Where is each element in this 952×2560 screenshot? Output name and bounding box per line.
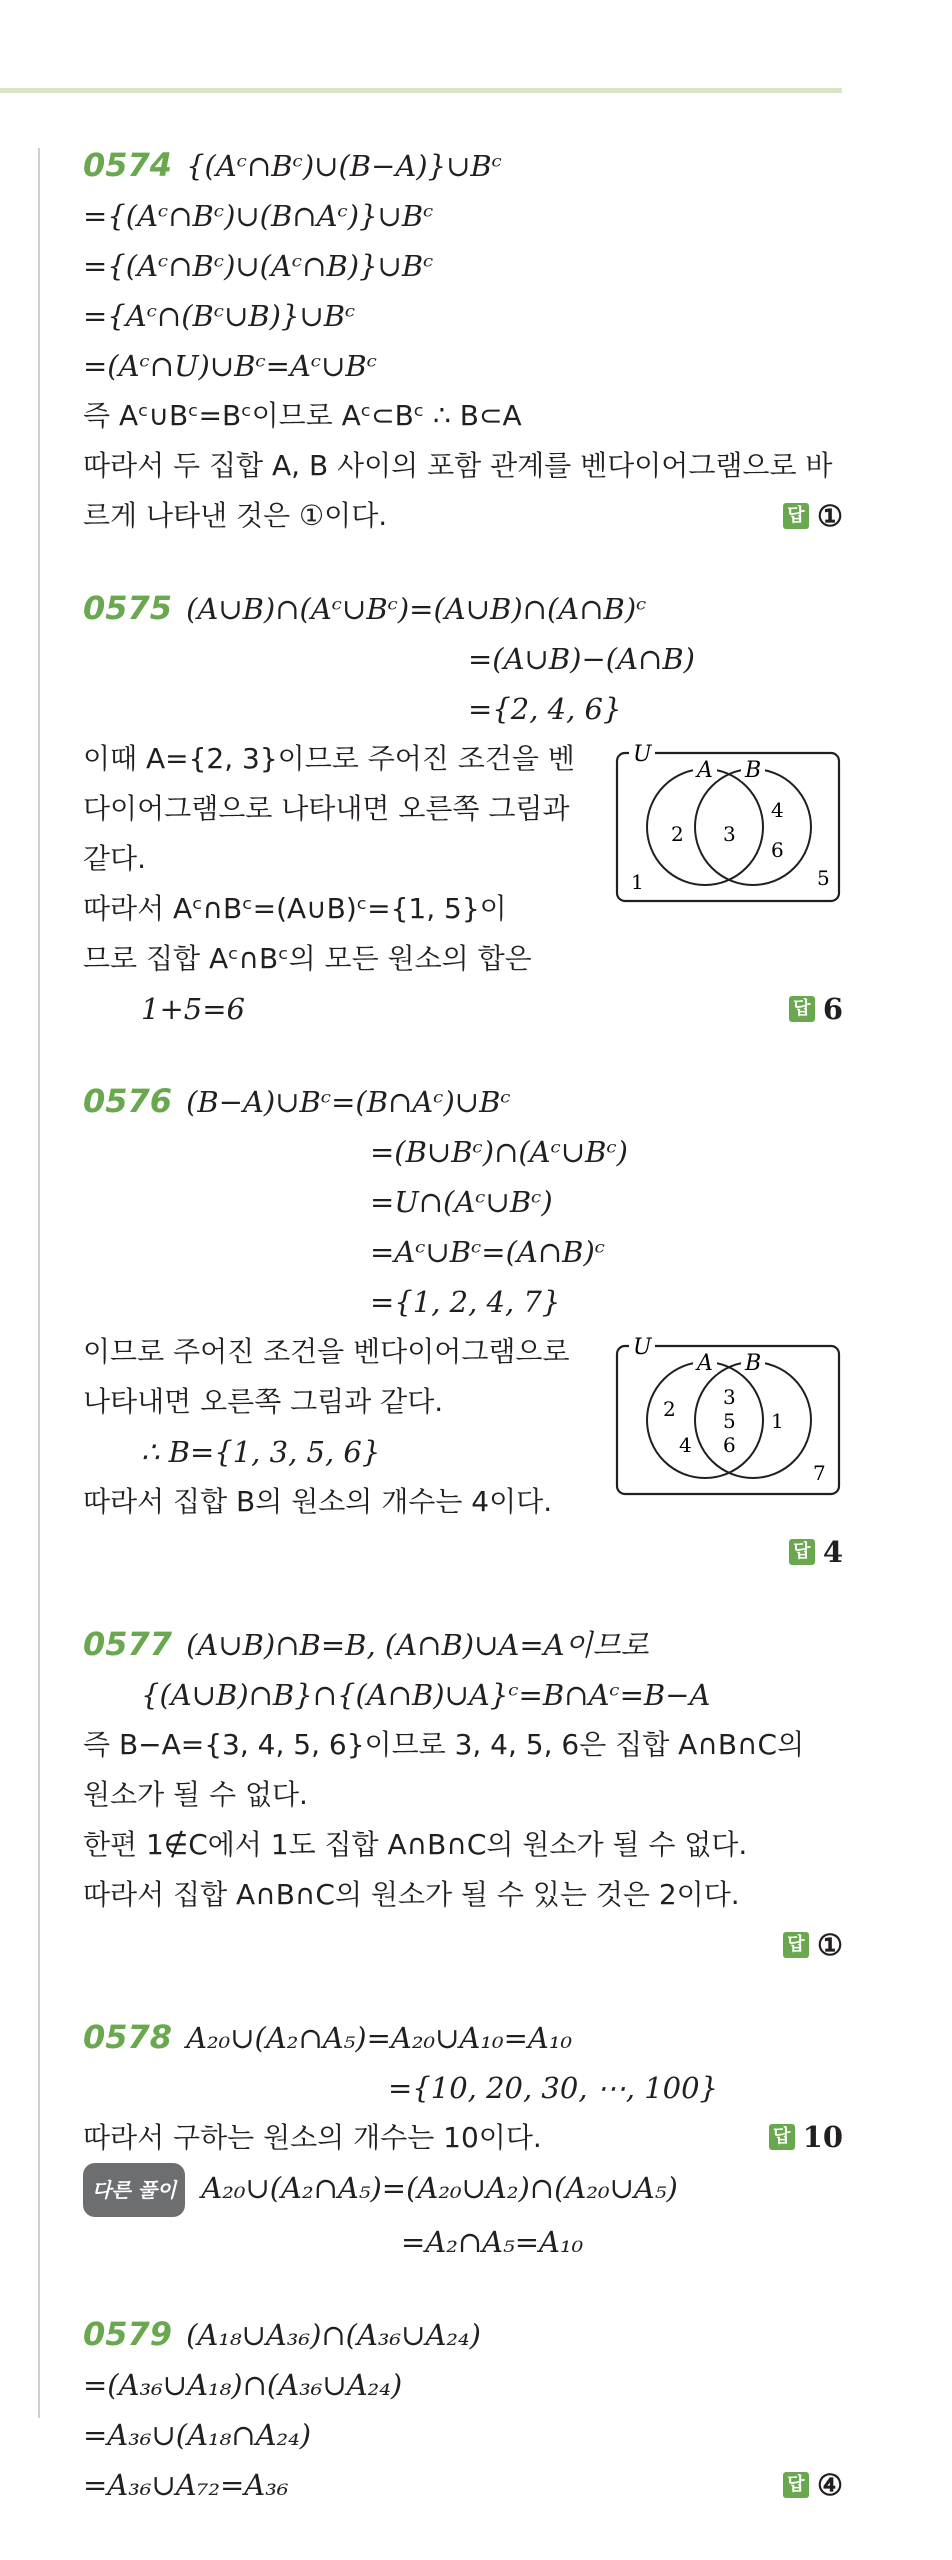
solution-content — [83, 140, 843, 2552]
math-line: =U∩(Aᶜ∪Bᶜ) — [370, 1185, 553, 1219]
math-line: =A₂∩A₅=A₁₀ — [401, 2225, 584, 2259]
set-a-circle — [647, 769, 763, 885]
venn-element: 5 — [723, 1409, 736, 1433]
problem-number: 0575 — [83, 589, 173, 627]
venn-element: 2 — [663, 1397, 676, 1421]
problem-0574 — [83, 140, 843, 541]
venn-element: 3 — [723, 822, 736, 846]
text-line: 따라서 Aᶜ∩Bᶜ=(A∪B)ᶜ={1, 5}이 — [83, 892, 507, 925]
problem-0577 — [83, 1619, 843, 1970]
venn-element: 6 — [771, 838, 784, 862]
answer-label: 답 — [789, 996, 815, 1022]
answer-value: ④ — [817, 2468, 843, 2502]
venn-element: 3 — [723, 1385, 736, 1409]
venn-diagram-0575 — [613, 741, 843, 906]
math-line: 1+5=6 — [141, 992, 245, 1026]
answer-badge-0574 — [783, 499, 843, 533]
problem-number: 0577 — [83, 1625, 173, 1663]
math-line: ={1, 2, 4, 7} — [370, 1285, 561, 1319]
set-b-label: B — [745, 1351, 762, 1376]
alt-solution-badge: 다른 풀이 — [83, 2163, 185, 2217]
top-divider — [0, 88, 842, 93]
venn-element: 6 — [723, 1433, 736, 1457]
problem-number: 0579 — [83, 2315, 173, 2353]
universal-set-label: U — [633, 1335, 652, 1360]
math-line: ∴ B={1, 3, 5, 6} — [141, 1435, 381, 1469]
text-line: 한편 1∉C에서 1도 집합 A∩B∩C의 원소가 될 수 없다. — [83, 1828, 748, 1861]
text-line: 즉 B−A={3, 4, 5, 6}이므로 3, 4, 5, 6은 집합 A∩B∩C의 — [83, 1728, 805, 1761]
venn-element: 7 — [813, 1461, 826, 1485]
set-b-label: B — [745, 758, 762, 783]
answer-label: 답 — [783, 1932, 809, 1958]
math-line: =(A₃₆∪A₁₈)∩(A₃₆∪A₂₄) — [83, 2368, 403, 2402]
math-line: =Aᶜ∪Bᶜ=(A∩B)ᶜ — [370, 1235, 606, 1269]
answer-value: 6 — [822, 992, 843, 1026]
universal-set-label: U — [633, 742, 652, 767]
math-line: ={(Aᶜ∩Bᶜ)∪(Aᶜ∩B)}∪Bᶜ — [83, 249, 434, 283]
text-line: 같다. — [83, 842, 146, 875]
math-line: =A₃₆∪(A₁₈∩A₂₄) — [83, 2418, 312, 2452]
math-line: ={10, 20, 30, ⋯, 100} — [388, 2071, 719, 2105]
problem-0576 — [83, 1076, 843, 1577]
problem-number: 0576 — [83, 1082, 173, 1120]
venn-element: 4 — [771, 798, 784, 822]
problem-0575 — [83, 583, 843, 1034]
answer-value: 10 — [802, 2120, 843, 2154]
answer-badge-0579 — [783, 2468, 843, 2502]
text-line: 르게 나타낸 것은 ①이다. — [83, 499, 388, 532]
math-line: (A∪B)∩B=B, (A∩B)∪A=A이므로 — [186, 1628, 649, 1662]
math-line: ={2, 4, 6} — [468, 692, 622, 726]
text-line: 원소가 될 수 없다. — [83, 1778, 308, 1811]
set-a-label: A — [697, 1351, 713, 1376]
text-line: 따라서 집합 A∩B∩C의 원소가 될 수 있는 것은 2이다. — [83, 1878, 740, 1911]
text-line: 즉 Aᶜ∪Bᶜ=Bᶜ이므로 Aᶜ⊂Bᶜ ∴ B⊂A — [83, 399, 522, 432]
math-line: A₂₀∪(A₂∩A₅)=A₂₀∪A₁₀=A₁₀ — [186, 2021, 573, 2055]
math-line: =(B∪Bᶜ)∩(Aᶜ∪Bᶜ) — [370, 1135, 628, 1169]
text-line: 따라서 두 집합 A, B 사이의 포함 관계를 벤다이어그램으로 바 — [83, 449, 833, 482]
answer-badge-0577 — [783, 1928, 843, 1962]
math-line: =(A∪B)−(A∩B) — [468, 642, 695, 676]
math-line: (A∪B)∩(Aᶜ∪Bᶜ)=(A∪B)∩(A∩B)ᶜ — [186, 592, 647, 626]
problem-number: 0574 — [83, 146, 173, 184]
venn-element: 4 — [679, 1433, 692, 1457]
answer-label: 답 — [783, 2472, 809, 2498]
answer-label: 답 — [783, 503, 809, 529]
text-line: 이때 A={2, 3}이므로 주어진 조건을 벤 — [83, 742, 575, 775]
text-line: 따라서 집합 B의 원소의 개수는 4이다. — [83, 1485, 553, 1518]
problem-number: 0578 — [83, 2018, 173, 2056]
math-line: (B−A)∪Bᶜ=(B∩Aᶜ)∪Bᶜ — [186, 1085, 511, 1119]
answer-value: 4 — [822, 1535, 843, 1569]
text-line: 다이어그램으로 나타내면 오른쪽 그림과 — [83, 792, 570, 825]
venn-element: 2 — [671, 822, 684, 846]
venn-element: 1 — [631, 870, 644, 894]
left-margin-rule — [38, 148, 40, 2418]
answer-value: ① — [817, 499, 843, 533]
math-line: ={(Aᶜ∩Bᶜ)∪(B∩Aᶜ)}∪Bᶜ — [83, 199, 434, 233]
answer-label: 답 — [769, 2124, 795, 2150]
text-line: 이므로 주어진 조건을 벤다이어그램으로 — [83, 1335, 570, 1368]
answer-badge-0576 — [789, 1535, 843, 1569]
venn-diagram-0576 — [613, 1334, 843, 1499]
venn-element: 5 — [817, 866, 830, 890]
answer-label: 답 — [789, 1539, 815, 1565]
problem-0579 — [83, 2309, 843, 2510]
math-line: ={Aᶜ∩(Bᶜ∪B)}∪Bᶜ — [83, 299, 356, 333]
text-line: 따라서 구하는 원소의 개수는 10이다. — [83, 2121, 542, 2154]
math-line: =(Aᶜ∩U)∪Bᶜ=Aᶜ∪Bᶜ — [83, 349, 377, 383]
math-line: A₂₀∪(A₂∩A₅)=(A₂₀∪A₂)∩(A₂₀∪A₅) — [201, 2171, 678, 2205]
text-line: 므로 집합 Aᶜ∩Bᶜ의 모든 원소의 합은 — [83, 942, 532, 975]
set-a-label: A — [697, 758, 713, 783]
answer-badge-0578 — [769, 2120, 843, 2154]
set-b-circle — [695, 1362, 811, 1478]
math-line: =A₃₆∪A₇₂=A₃₆ — [83, 2468, 289, 2502]
set-b-circle — [695, 769, 811, 885]
text-line: 나타내면 오른쪽 그림과 같다. — [83, 1385, 444, 1418]
problem-0578 — [83, 2012, 843, 2267]
answer-value: ① — [817, 1928, 843, 1962]
math-line: {(A∪B)∩B}∩{(A∩B)∪A}ᶜ=B∩Aᶜ=B−A — [141, 1678, 711, 1712]
answer-badge-0575 — [789, 992, 843, 1026]
venn-element: 1 — [771, 1409, 784, 1433]
math-line: (A₁₈∪A₃₆)∩(A₃₆∪A₂₄) — [186, 2318, 481, 2352]
math-line: {(Aᶜ∩Bᶜ)∪(B−A)}∪Bᶜ — [186, 149, 502, 183]
